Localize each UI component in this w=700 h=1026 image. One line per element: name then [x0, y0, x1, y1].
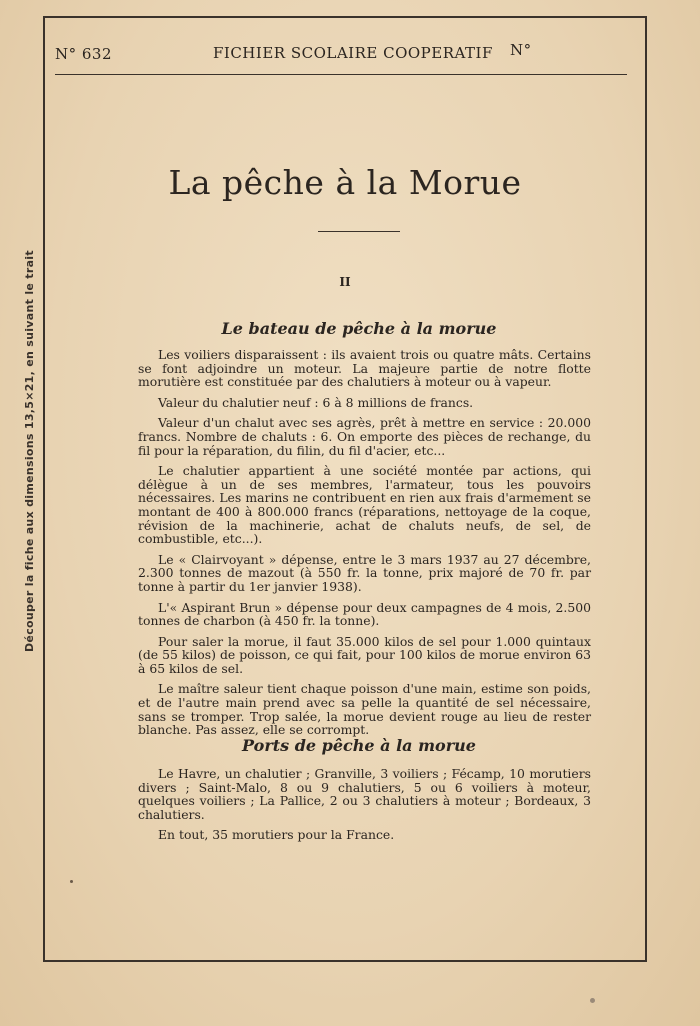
paragraph: Valeur du chalutier neuf : 6 à 8 millions de francs. — [158, 394, 474, 410]
header — [55, 41, 629, 67]
cutting-instruction: Découper la fiche aux dimensions 13,5×21, en suivant le trait — [23, 250, 36, 652]
paragraph: Le « Clairvoyant » dépense, entre le 3 mars 1937 au 27 décembre, 2.300 tonnes de mazout (à 550 fr. la tonne, prix majoré de 70 fr. par tonne à partir du 1er janvier 1938). — [138, 551, 591, 594]
paper-speck — [70, 880, 73, 883]
paragraph: Le Havre, un chalutier ; Granville, 3 voiliers ; Fécamp, 10 morutiers divers ; Saint-Malo, 8 ou 9 chalutiers, 5 ou 6 voiliers à moteur, quelques voiliers ; La Pallice, 2 ou 3 chalutiers à moteur ; Bordeaux, 3 chalutiers. — [138, 766, 591, 822]
section-body-boat — [138, 348, 591, 744]
paragraph: L'« Aspirant Brun » dépense pour deux campagnes de 4 mois, 2.500 tonnes de charbon (à 450 fr. la tonne). — [138, 599, 591, 629]
paragraph: Valeur d'un chalut avec ses agrès, prêt à mettre en service : 20.000 francs. Nombre de chaluts : 6. On emporte des pièces de rechange, du fil pour la réparation, du filin, du fil d'acier, etc... — [138, 415, 591, 458]
header-rule — [55, 74, 627, 75]
paragraph: Les voiliers disparaissent : ils avaient trois ou quatre mâts. Certains se font adjoindre un moteur. La majeure partie de notre flotte morutière est constituée par des chalutiers à moteur ou à vapeur. — [138, 347, 591, 390]
paragraph: Le chalutier appartient à une société montée par actions, qui délègue à un de ses membres, l'armateur, tous les pouvoirs nécessaires. Les marins ne contribuent en rien aux frais d'armement se montant de 400 à 800.000 francs (réparations, nettoyage de la coque, révision de la machinerie, achat de chaluts neufs, de sel, de combustible, etc...). — [138, 463, 591, 547]
collection-title: FICHIER SCOLAIRE COOPERATIF — [213, 44, 493, 62]
paper-speck — [590, 998, 595, 1003]
section-heading-boat: Le bateau de pêche à la morue — [221, 319, 497, 338]
number-label: N° — [510, 41, 532, 59]
paragraph: En tout, 35 morutiers pour la France. — [158, 827, 395, 843]
card-number: N° 632 — [55, 45, 113, 63]
paragraph: Le maître saleur tient chaque poisson d'une main, estime son poids, et de l'autre main prend avec sa pelle la quantité de sel nécessaire, sans se tromper. Trop salée, la morue devient rouge au lieu de rester blanche. Pas assez, elle se corrompt. — [138, 681, 591, 738]
paragraph: Pour saler la morue, il faut 35.000 kilos de sel pour 1.000 quintaux (de 55 kilos) de poisson, ce qui fait, pour 100 kilos de morue environ 63 à 65 kilos de sel. — [138, 633, 591, 676]
section-heading-ports: Ports de pêche à la morue — [242, 736, 476, 755]
section-body-ports — [138, 767, 591, 849]
part-number: II — [339, 275, 351, 289]
title-rule — [318, 231, 400, 232]
page-title: La pêche à la Morue — [168, 163, 522, 202]
